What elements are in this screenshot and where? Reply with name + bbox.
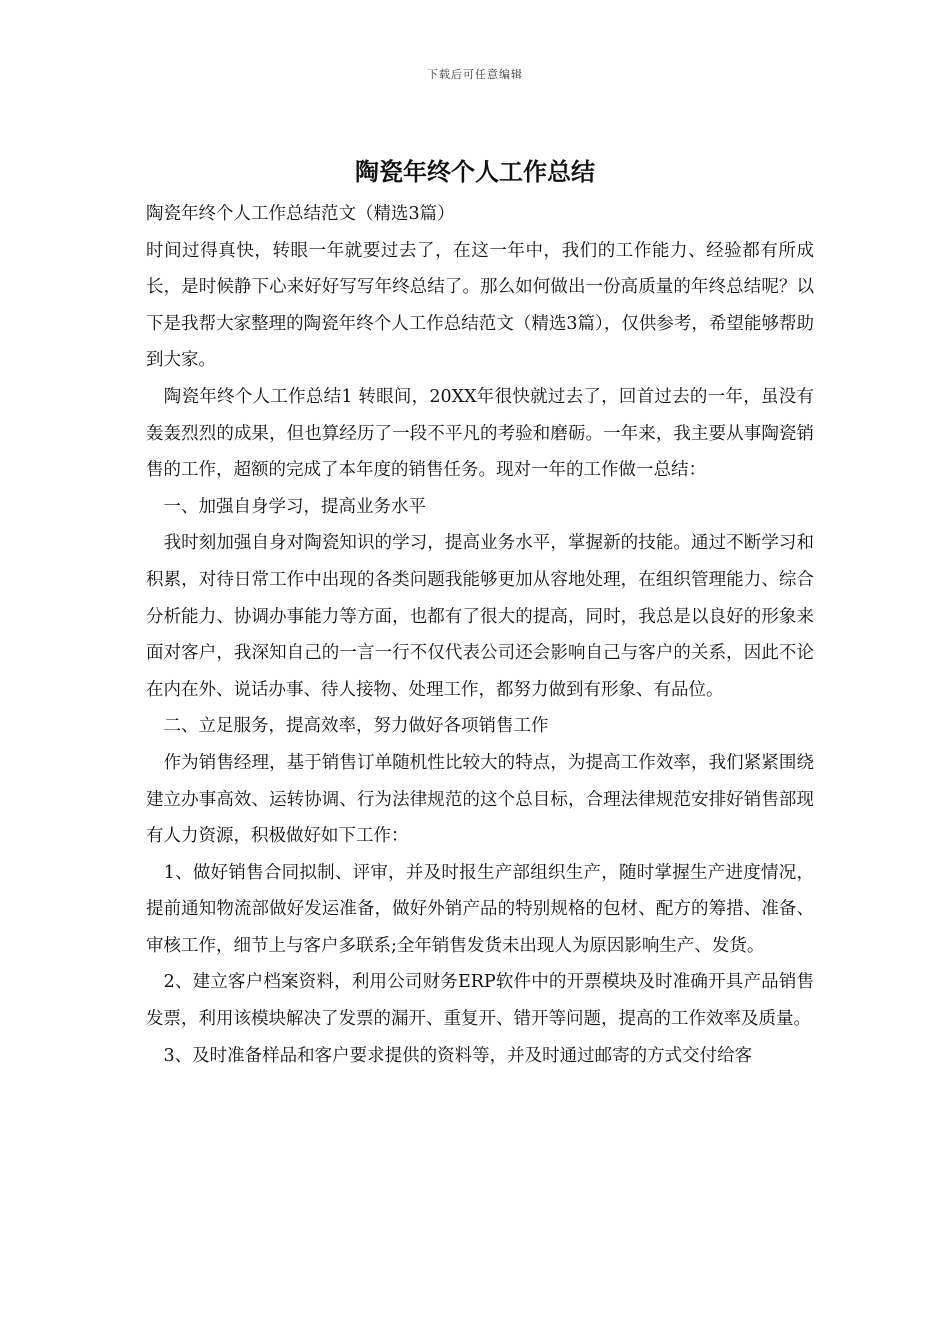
section-heading-2: 二、立足服务，提高效率，努力做好各项销售工作 bbox=[146, 716, 549, 737]
item-2-paragraph: 2、建立客户档案资料，利用公司财务ERP软件中的开票模块及时准确开具产品销售发票，利用该模块解决了发票的漏开、重复开、错开等问题，提高的工作效率及质量。 bbox=[146, 972, 814, 1030]
subtitle-paragraph: 陶瓷年终个人工作总结范文（精选3篇） bbox=[146, 204, 455, 224]
header-note: 下载后可任意编辑 bbox=[427, 68, 523, 81]
section-heading-1: 一、加强自身学习，提高业务水平 bbox=[146, 496, 426, 517]
section-1-paragraph: 我时刻加强自身对陶瓷知识的学习，提高业务水平，掌握新的技能。通过不断学习和积累，对待日常工作中出现的各类问题我能够更加从容地处理，在组织管理能力、综合分析能力、协调办事能力等方面，也都有了很大的提高，同时，我总是以良好的形象来面对客户，我深知自己的一言一行不仅代表公司还会影响自己与客户的关系，因此不论在内在外、说话办事、待人接物、处理工作，都努力做到有形象、有品位。 bbox=[146, 533, 814, 700]
document-body bbox=[146, 196, 814, 1074]
item-1-paragraph: 1、做好销售合同拟制、评审，并及时报生产部组织生产，随时掌握生产进度情况，提前通知物流部做好发运准备，做好外销产品的特别规格的包材、配方的筹措、准备、审核工作，细节上与客户多联系;全年销售发货未出现人为原因影响生产、发货。 bbox=[146, 862, 814, 956]
item-3-paragraph: 3、及时准备样品和客户要求提供的资料等，并及时通过邮寄的方式交付给客 bbox=[146, 1045, 753, 1066]
document-title: 陶瓷年终个人工作总结 bbox=[355, 157, 595, 186]
section-2-paragraph: 作为销售经理，基于销售订单随机性比较大的特点，为提高工作效率，我们紧紧围绕建立办事高效、运转协调、行为法律规范的这个总目标，合理法律规范安排好销售部现有人力资源，积极做好如下工作： bbox=[146, 752, 814, 847]
summary-1-paragraph: 陶瓷年终个人工作总结1 转眼间，20XX年很快就过去了，回首过去的一年，虽没有轰轰烈烈的成果，但也算经历了一段不平凡的考验和磨砺。一年来，我主要从事陶瓷销售的工作，超额的完成了本年度的销售任务。现对一年的工作做一总结： bbox=[146, 386, 814, 481]
intro-paragraph: 时间过得真快，转眼一年就要过去了，在这一年中，我们的工作能力、经验都有所成长，是时候静下心来好好写写年终总结了。那么如何做出一份高质量的年终总结呢？以下是我帮大家整理的陶瓷年终个人工作总结范文（精选3篇），仅供参考，希望能够帮助到大家。 bbox=[146, 240, 814, 371]
